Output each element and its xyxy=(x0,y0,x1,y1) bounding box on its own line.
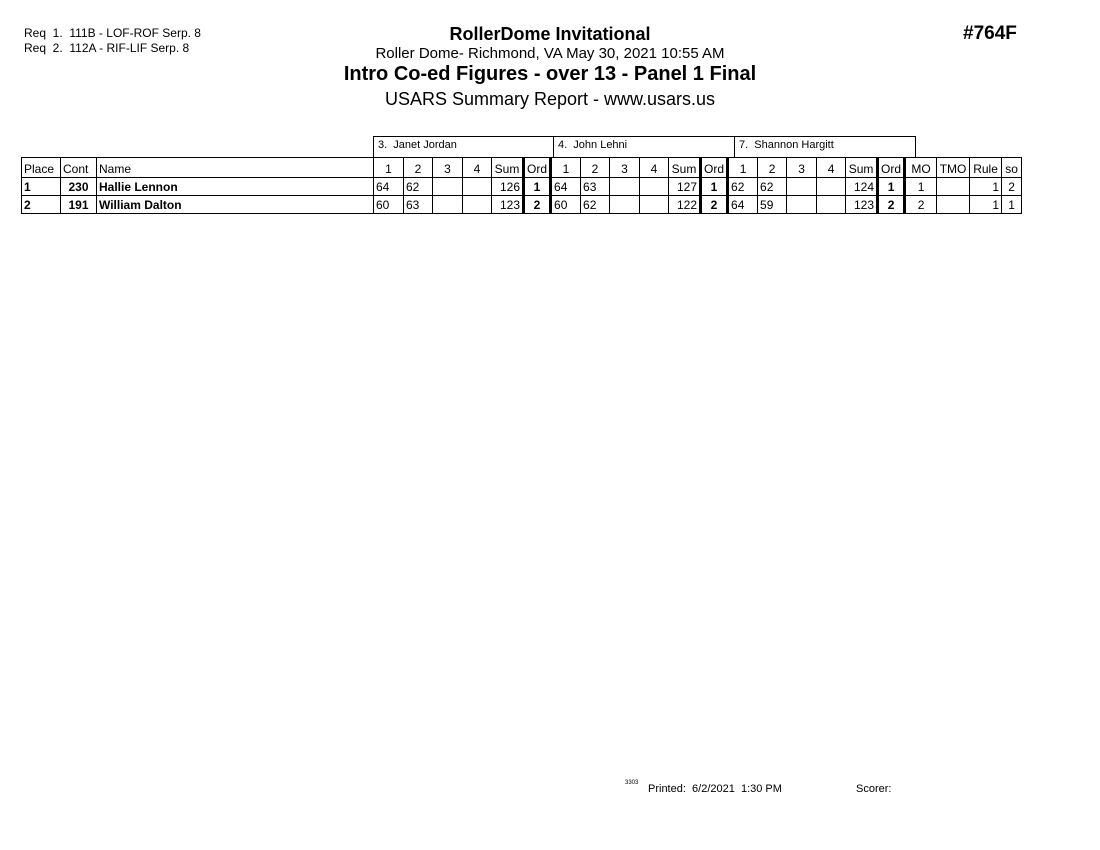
col-score-1: 1 xyxy=(728,158,758,178)
col-score-2: 2 xyxy=(404,158,433,178)
score-1-cell: 60 xyxy=(551,196,581,214)
table-row xyxy=(22,196,1022,214)
judge-name: 4. John Lehni xyxy=(558,139,628,151)
col-score-2: 2 xyxy=(758,158,787,178)
score-3-cell xyxy=(787,196,817,214)
col-score-3: 3 xyxy=(610,158,640,178)
col-score-1: 1 xyxy=(374,158,404,178)
col-sum: Sum xyxy=(669,158,701,178)
competition-title: RollerDome Invitational xyxy=(449,24,651,44)
sum-cell: 127 xyxy=(669,178,701,196)
col-ord: Ord xyxy=(701,158,728,178)
requirement-2: Req 2. 112A - RIF-LIF Serp. 8 xyxy=(24,41,190,55)
col-ord: Ord xyxy=(878,158,905,178)
score-1-cell: 64 xyxy=(551,178,581,196)
col-sum: Sum xyxy=(492,158,524,178)
col-score-4: 4 xyxy=(463,158,492,178)
event-number: #764F xyxy=(963,23,1017,44)
score-3-cell xyxy=(610,196,640,214)
ordinal-cell: 2 xyxy=(701,196,728,214)
judge-header-2 xyxy=(553,136,735,157)
score-3-cell xyxy=(787,178,817,196)
score-2-cell: 62 xyxy=(404,178,433,196)
skater-name-cell: Hallie Lennon xyxy=(97,178,374,196)
sum-cell: 124 xyxy=(846,178,878,196)
so-cell: 1 xyxy=(1002,196,1022,214)
score-1-cell: 64 xyxy=(728,196,758,214)
col-rule: Rule xyxy=(970,158,1002,178)
score-2-cell: 63 xyxy=(404,196,433,214)
score-4-cell xyxy=(817,178,846,196)
ordinal-cell: 2 xyxy=(524,196,551,214)
results-table xyxy=(21,157,1022,214)
score-4-cell xyxy=(640,196,669,214)
score-2-cell: 63 xyxy=(581,178,610,196)
score-3-cell xyxy=(610,178,640,196)
score-1-cell: 64 xyxy=(374,178,404,196)
place-cell: 2 xyxy=(22,196,61,214)
so-cell: 2 xyxy=(1002,178,1022,196)
judge-name: 3. Janet Jordan xyxy=(378,139,457,151)
sum-cell: 122 xyxy=(669,196,701,214)
contestant-number-cell: 191 xyxy=(61,196,97,214)
col-place: Place xyxy=(22,158,61,178)
score-2-cell: 59 xyxy=(758,196,787,214)
score-4-cell xyxy=(817,196,846,214)
table-header-row xyxy=(22,158,1022,178)
tmo-cell xyxy=(937,196,970,214)
col-sum: Sum xyxy=(846,158,878,178)
col-ord: Ord xyxy=(524,158,551,178)
sum-cell: 123 xyxy=(492,196,524,214)
col-score-2: 2 xyxy=(581,158,610,178)
contestant-number-cell: 230 xyxy=(61,178,97,196)
printed-timestamp: Printed: 6/2/2021 1:30 PM xyxy=(648,783,782,795)
requirement-1: Req 1. 111B - LOF-ROF Serp. 8 xyxy=(24,26,201,40)
table-row xyxy=(22,178,1022,196)
report-title: USARS Summary Report - www.usars.us xyxy=(384,89,716,109)
place-cell: 1 xyxy=(22,178,61,196)
judge-name: 7. Shannon Hargitt xyxy=(739,139,834,151)
score-1-cell: 62 xyxy=(728,178,758,196)
score-4-cell xyxy=(463,178,492,196)
ordinal-cell: 1 xyxy=(701,178,728,196)
col-mo: MO xyxy=(905,158,937,178)
skater-name-cell: William Dalton xyxy=(97,196,374,214)
col-name: Name xyxy=(97,158,374,178)
col-so: so xyxy=(1002,158,1022,178)
score-1-cell: 60 xyxy=(374,196,404,214)
tmo-cell xyxy=(937,178,970,196)
score-4-cell xyxy=(463,196,492,214)
scorer-label: Scorer: xyxy=(856,783,892,795)
score-3-cell xyxy=(433,196,463,214)
score-2-cell: 62 xyxy=(581,196,610,214)
col-score-4: 4 xyxy=(640,158,669,178)
ordinal-cell: 2 xyxy=(878,196,905,214)
sum-cell: 126 xyxy=(492,178,524,196)
col-cont: Cont xyxy=(61,158,97,178)
venue-date: Roller Dome- Richmond, VA May 30, 2021 10:55 AM xyxy=(375,45,725,62)
ordinal-cell: 1 xyxy=(524,178,551,196)
col-tmo: TMO xyxy=(937,158,970,178)
rule-cell: 1 xyxy=(970,196,1002,214)
mo-cell: 2 xyxy=(905,196,937,214)
sum-cell: 123 xyxy=(846,196,878,214)
score-2-cell: 62 xyxy=(758,178,787,196)
col-score-3: 3 xyxy=(433,158,463,178)
col-score-4: 4 xyxy=(817,158,846,178)
col-score-1: 1 xyxy=(551,158,581,178)
judge-header-3 xyxy=(734,136,916,157)
footer-mark: 3303 xyxy=(625,780,639,786)
score-4-cell xyxy=(640,178,669,196)
judge-header-1 xyxy=(373,136,554,157)
event-title: Intro Co-ed Figures - over 13 - Panel 1 Final xyxy=(343,63,757,85)
score-3-cell xyxy=(433,178,463,196)
col-score-3: 3 xyxy=(787,158,817,178)
ordinal-cell: 1 xyxy=(878,178,905,196)
mo-cell: 1 xyxy=(905,178,937,196)
rule-cell: 1 xyxy=(970,178,1002,196)
